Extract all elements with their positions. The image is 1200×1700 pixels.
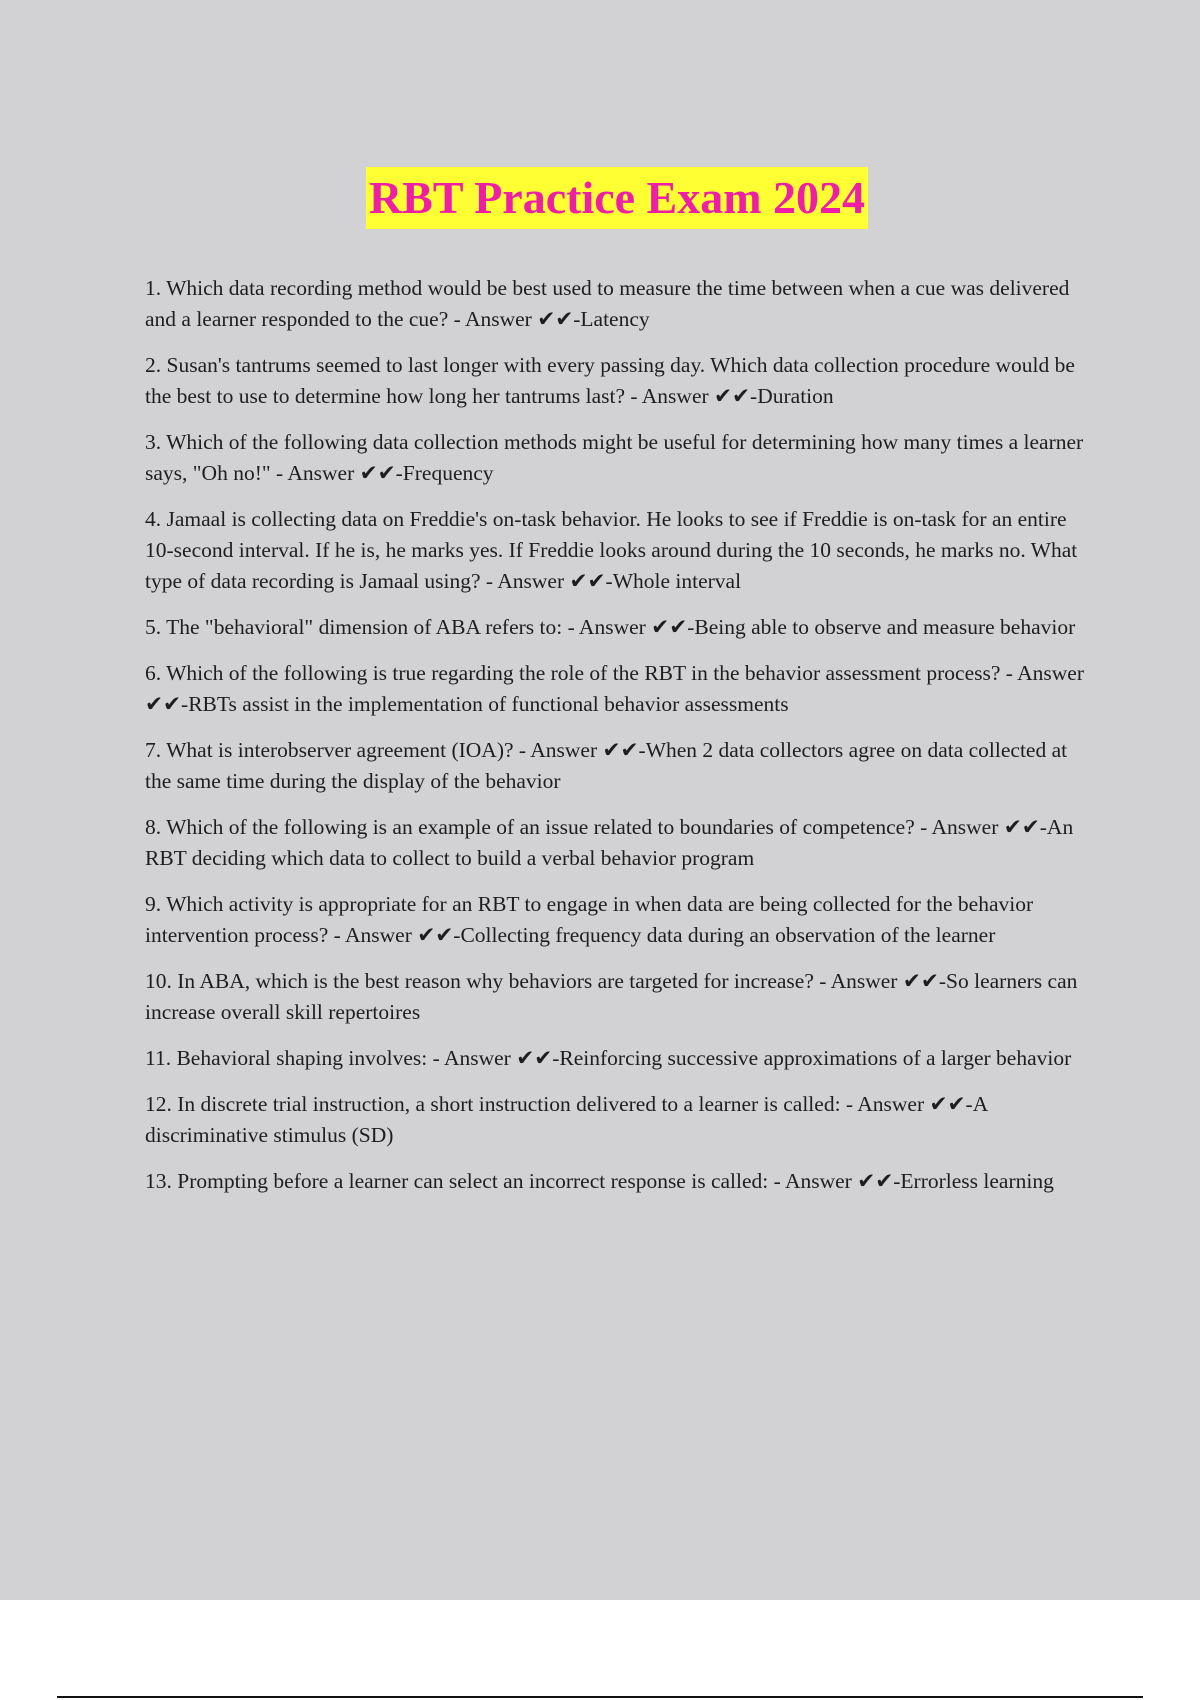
next-page-area	[0, 1600, 1200, 1700]
question-list	[145, 273, 1087, 1212]
question-item: 5. The "behavioral" dimension of ABA refers to: - Answer ✔✔-Being able to observe and measure behavior	[145, 615, 1076, 639]
horizontal-rule	[57, 1696, 1143, 1698]
question-item: 1. Which data recording method would be best used to measure the time between when a cue was delivered and a learner responded to the cue? - Answer ✔✔-Latency	[145, 276, 1070, 331]
question-item: 6. Which of the following is true regarding the role of the RBT in the behavior assessment process? - Answer ✔✔-RBTs assist in the implementation of functional behavior assessments	[145, 661, 1085, 716]
question-item: 7. What is interobserver agreement (IOA)? - Answer ✔✔-When 2 data collectors agree on data collected at the same time during the display of the behavior	[145, 738, 1068, 793]
question-item: 2. Susan's tantrums seemed to last longer with every passing day. Which data collection procedure would be the best to use to determine how long her tantrums last? - Answer ✔✔-Duration	[145, 353, 1075, 408]
question-item: 8. Which of the following is an example of an issue related to boundaries of competence? - Answer ✔✔-An RBT deciding which data to collect to build a verbal behavior program	[145, 815, 1074, 870]
question-item: 4. Jamaal is collecting data on Freddie's on-task behavior. He looks to see if Freddie is on-task for an entire 10-second interval. If he is, he marks yes. If Freddie looks around during the 10 seconds, he marks no. What type of data recording is Jamaal using? - Answer ✔✔-Whole interval	[145, 507, 1078, 593]
question-item: 3. Which of the following data collection methods might be useful for determining how many times a learner says, "Oh no!" - Answer ✔✔-Frequency	[145, 430, 1084, 485]
question-item: 10. In ABA, which is the best reason why behaviors are targeted for increase? - Answer ✔✔-So learners can increase overall skill repertoires	[145, 969, 1078, 1024]
document-title: RBT Practice Exam 2024	[366, 167, 868, 229]
question-item: 12. In discrete trial instruction, a short instruction delivered to a learner is called: - Answer ✔✔-A discriminative stimulus (SD)	[145, 1092, 988, 1147]
question-item: 11. Behavioral shaping involves: - Answer ✔✔-Reinforcing successive approximations of a larger behavior	[145, 1046, 1072, 1070]
question-item: 13. Prompting before a learner can select an incorrect response is called: - Answer ✔✔-Errorless learning	[145, 1169, 1054, 1193]
question-item: 9. Which activity is appropriate for an RBT to engage in when data are being collected for the behavior intervention process? - Answer ✔✔-Collecting frequency data during an observation of the learner	[145, 892, 1034, 947]
title-wrapper	[0, 167, 1200, 229]
